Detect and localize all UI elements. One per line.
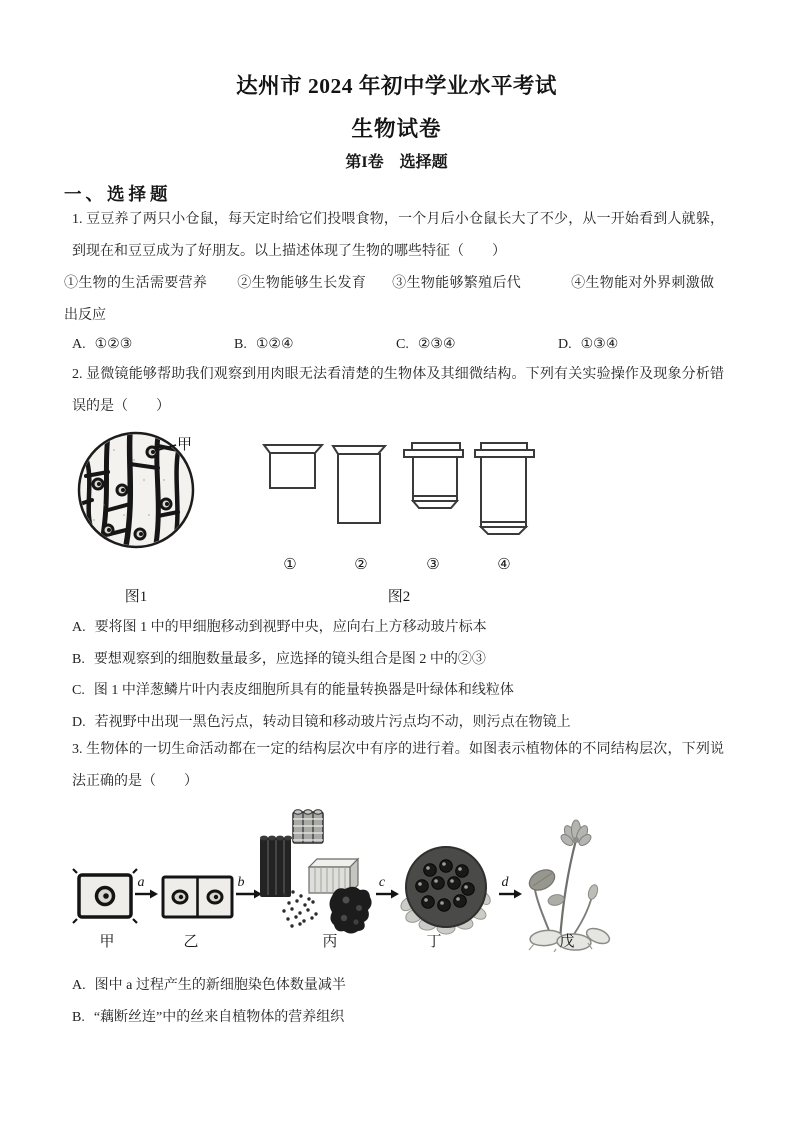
option-label: A. (72, 620, 86, 635)
eyepiece-2 (333, 446, 385, 523)
q1-option-b (234, 329, 396, 361)
feature-item-4: ④生物能对外界刺激做出反应 (64, 276, 715, 323)
arrow-b-label: b (237, 875, 245, 890)
question-3-figure (64, 800, 736, 960)
objective-4 (475, 443, 534, 534)
lens-label-1: ① (283, 557, 297, 573)
question-1-options (72, 329, 732, 361)
option-label: B. (234, 337, 247, 352)
option-text: 要将图 1 中的甲细胞移动到视野中央，应向右上方移动玻片标本 (94, 620, 487, 635)
arrow-a-label: a (137, 875, 145, 890)
cell-pointer-label: 甲 (177, 437, 193, 453)
option-text: 图中 a 过程产生的新细胞染色体数量减半 (94, 978, 346, 993)
question-2-stem: 2. 显微镜能够帮助我们观察到用肉眼无法看清楚的生物体及其细微结构。下列有关实验操作及现象分析错误的是（ ） (72, 367, 724, 414)
option-label: C. (72, 683, 85, 699)
feature-item-3: ③生物能够繁殖后代 (392, 276, 522, 291)
option-text: ①③④ (580, 337, 619, 352)
lens-label-3: ③ (426, 557, 440, 573)
plant-structure-levels-figure (64, 800, 724, 952)
question-2-figure (64, 420, 736, 615)
question-2-options (64, 612, 764, 739)
option-text: 要想观察到的细胞数量最多，应选择的镜头组合是图 2 中的②③ (93, 651, 486, 667)
stage-label-yi: 乙 (183, 934, 199, 950)
q3-option-b (72, 1002, 764, 1034)
feature-item-2: ②生物能够生长发育 (237, 276, 367, 291)
section-heading: 第I卷 选择题 (345, 154, 448, 171)
q1-option-c (396, 329, 558, 361)
feature-item-1: ①生物的生活需要营养 (64, 276, 208, 291)
stage-label-ding: 丁 (426, 934, 442, 950)
option-label: B. (72, 651, 85, 667)
q3-option-a (72, 970, 764, 1002)
lotus-seedpod (398, 847, 492, 934)
exam-title: 达州市 2024 年初中学业水平考试 (236, 74, 557, 98)
q2-option-c (72, 675, 764, 707)
tissues-cluster (260, 810, 372, 934)
microscope-field-figure (64, 420, 216, 562)
option-text: 若视野中出现一黑色污点，转动目镜和移动玻片污点均不动，则污点在物镜上 (94, 715, 571, 731)
lens-label-4: ④ (497, 557, 511, 573)
question-3-stem: 3. 生物体的一切生命活动都在一定的结构层次中有序的进行着。如图表示植物体的不同结构层次，下列说法正确的是（ ） (72, 742, 724, 789)
q2-option-a (72, 612, 764, 644)
arrow-d-label: d (501, 875, 509, 890)
divided-cells (163, 877, 232, 917)
q2-option-b (72, 644, 764, 676)
stage-label-bing: 丙 (322, 934, 338, 950)
option-label: D. (558, 337, 572, 352)
question-1-stem: 1. 豆豆养了两只小仓鼠，每天定时给它们投喂食物，一个月后小仓鼠长大了不少，从一开始看到人就躲，到现在和豆豆成为了好朋友。以上描述体现了生物的哪些特征（ ） (72, 212, 724, 259)
q1-option-d (558, 329, 618, 361)
option-text: ①②③ (94, 337, 133, 352)
figure-2-caption: 图2 (387, 589, 411, 605)
question-3-options (64, 970, 764, 1033)
single-cell (73, 869, 137, 923)
lens-set-figure (260, 438, 560, 548)
option-text: 图 1 中洋葱鳞片叶内表皮细胞所具有的能量转换器是叶绿体和线粒体 (93, 683, 514, 699)
option-text: ②③④ (417, 337, 456, 352)
option-text: ①②④ (255, 337, 294, 352)
paper-subject: 生物试卷 (351, 117, 442, 141)
stage-label-jia: 甲 (99, 934, 115, 950)
stage-label-wu: 戊 (559, 934, 575, 950)
option-label: A. (72, 978, 86, 993)
option-label: D. (72, 715, 86, 731)
eyepiece-1 (264, 445, 322, 488)
part-heading: 一、选择题 (64, 184, 172, 204)
figure-1-caption: 图1 (124, 589, 148, 605)
option-label: B. (72, 1009, 85, 1025)
option-label: A. (72, 337, 86, 352)
arrow-c-label: c (378, 875, 386, 890)
option-label: C. (396, 337, 409, 352)
option-text: “藕断丝连”中的丝来自植物体的营养组织 (93, 1009, 345, 1025)
question-1-feature-list (64, 268, 714, 331)
q1-option-a (72, 329, 234, 361)
objective-3 (404, 443, 463, 508)
dark-tissue-blob (330, 887, 372, 934)
lens-label-2: ② (354, 557, 368, 573)
